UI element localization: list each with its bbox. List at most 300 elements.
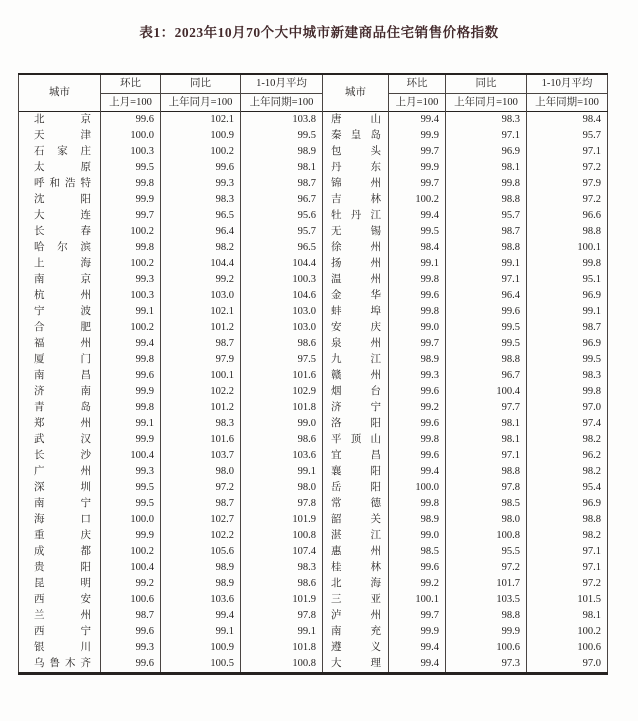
value-cell: 99.9: [389, 128, 446, 144]
city-name: 徐州: [331, 242, 381, 253]
value-cell: 100.9: [161, 128, 241, 144]
city-name: 太原: [34, 162, 91, 173]
value-cell: 98.2: [161, 240, 241, 256]
city-cell: [323, 320, 389, 336]
city-name: 赣州: [331, 370, 381, 381]
city-name: 南充: [331, 626, 381, 637]
value-cell: 99.1: [389, 256, 446, 272]
value-cell: 101.6: [161, 432, 241, 448]
city-name: 唐山: [331, 114, 381, 125]
value-cell: 96.7: [446, 368, 527, 384]
value-cell: 99.1: [101, 304, 161, 320]
value-cell: 99.5: [527, 352, 608, 368]
value-cell: 96.4: [161, 224, 241, 240]
value-cell: 104.4: [161, 256, 241, 272]
value-cell: 103.7: [161, 448, 241, 464]
value-cell: 99.8: [446, 176, 527, 192]
table-row: [19, 112, 608, 129]
city-name: 济南: [34, 386, 91, 397]
table-header: [19, 74, 608, 112]
value-cell: 98.0: [241, 480, 323, 496]
col-subheader-avg-base-left: 上年同期=100: [241, 93, 323, 112]
city-name: 南宁: [34, 498, 91, 509]
value-cell: 99.6: [389, 288, 446, 304]
value-cell: 99.3: [101, 640, 161, 656]
table-row: [19, 416, 608, 432]
table-body: [19, 112, 608, 674]
value-cell: 96.9: [527, 288, 608, 304]
value-cell: 98.3: [241, 560, 323, 576]
city-name: 成都: [34, 546, 91, 557]
value-cell: 103.0: [161, 288, 241, 304]
table-row: [19, 560, 608, 576]
city-name: 九江: [331, 354, 381, 365]
value-cell: 99.6: [389, 560, 446, 576]
value-cell: 99.6: [101, 112, 161, 129]
table-row: [19, 528, 608, 544]
city-name: 广州: [34, 466, 91, 477]
city-cell: [19, 336, 101, 352]
value-cell: 99.4: [389, 464, 446, 480]
city-cell: [19, 368, 101, 384]
value-cell: 99.6: [389, 384, 446, 400]
value-cell: 99.9: [389, 624, 446, 640]
value-cell: 99.7: [101, 208, 161, 224]
city-name: 泉州: [331, 338, 381, 349]
value-cell: 98.5: [446, 496, 527, 512]
value-cell: 99.9: [389, 160, 446, 176]
value-cell: 102.2: [161, 528, 241, 544]
city-name: 蚌埠: [331, 306, 381, 317]
city-cell: [19, 464, 101, 480]
city-name: 丹东: [331, 162, 381, 173]
value-cell: 99.6: [101, 368, 161, 384]
city-cell: [323, 400, 389, 416]
value-cell: 98.0: [161, 464, 241, 480]
value-cell: 98.5: [389, 544, 446, 560]
table-row: [19, 272, 608, 288]
value-cell: 100.4: [101, 448, 161, 464]
value-cell: 98.4: [527, 112, 608, 129]
table-row: [19, 592, 608, 608]
city-cell: [323, 544, 389, 560]
value-cell: 101.6: [241, 368, 323, 384]
value-cell: 100.3: [101, 144, 161, 160]
value-cell: 99.8: [101, 176, 161, 192]
table-row: [19, 640, 608, 656]
value-cell: 98.7: [101, 608, 161, 624]
city-name: 常德: [331, 498, 381, 509]
value-cell: 99.9: [101, 432, 161, 448]
value-cell: 103.8: [241, 112, 323, 129]
value-cell: 98.9: [161, 560, 241, 576]
value-cell: 99.2: [389, 400, 446, 416]
value-cell: 99.5: [101, 496, 161, 512]
col-subheader-mom-base-right: 上月=100: [389, 93, 446, 112]
value-cell: 99.4: [389, 112, 446, 129]
city-cell: [19, 560, 101, 576]
value-cell: 99.8: [527, 384, 608, 400]
value-cell: 100.8: [241, 656, 323, 674]
value-cell: 99.8: [101, 240, 161, 256]
city-cell: [19, 304, 101, 320]
value-cell: 98.9: [161, 576, 241, 592]
value-cell: 100.2: [527, 624, 608, 640]
city-cell: [323, 160, 389, 176]
city-cell: [19, 608, 101, 624]
city-name: 烟台: [331, 386, 381, 397]
city-name: 重庆: [34, 530, 91, 541]
value-cell: 98.3: [446, 112, 527, 129]
city-name: 无锡: [331, 226, 381, 237]
table-row: [19, 224, 608, 240]
city-name: 合肥: [34, 322, 91, 333]
city-cell: [19, 576, 101, 592]
value-cell: 96.9: [527, 496, 608, 512]
value-cell: 99.8: [527, 256, 608, 272]
city-name: 扬州: [331, 258, 381, 269]
city-name: 兰州: [34, 610, 91, 621]
city-name: 惠州: [331, 546, 381, 557]
city-name: 上海: [34, 258, 91, 269]
value-cell: 97.8: [241, 496, 323, 512]
value-cell: 98.8: [446, 352, 527, 368]
value-cell: 98.1: [446, 160, 527, 176]
value-cell: 98.2: [527, 464, 608, 480]
city-name: 北海: [331, 578, 381, 589]
value-cell: 99.7: [389, 144, 446, 160]
value-cell: 97.7: [446, 400, 527, 416]
value-cell: 97.3: [446, 656, 527, 674]
value-cell: 100.5: [161, 656, 241, 674]
table-row: [19, 608, 608, 624]
city-cell: [323, 432, 389, 448]
city-cell: [19, 416, 101, 432]
city-cell: [323, 528, 389, 544]
value-cell: 100.2: [101, 320, 161, 336]
value-cell: 99.0: [389, 528, 446, 544]
value-cell: 98.3: [527, 368, 608, 384]
city-name: 洛阳: [331, 418, 381, 429]
value-cell: 100.3: [101, 288, 161, 304]
table-row: [19, 160, 608, 176]
city-name: 沈阳: [34, 194, 91, 205]
value-cell: 99.6: [389, 448, 446, 464]
city-cell: [19, 128, 101, 144]
city-name: 桂林: [331, 562, 381, 573]
value-cell: 96.2: [527, 448, 608, 464]
city-cell: [323, 576, 389, 592]
table-row: [19, 480, 608, 496]
value-cell: 107.4: [241, 544, 323, 560]
table-row: [19, 304, 608, 320]
table-row: [19, 192, 608, 208]
city-name: 温州: [331, 274, 381, 285]
city-cell: [19, 544, 101, 560]
value-cell: 98.7: [446, 224, 527, 240]
value-cell: 99.5: [446, 336, 527, 352]
city-name: 郑州: [34, 418, 91, 429]
city-cell: [19, 176, 101, 192]
value-cell: 98.7: [241, 176, 323, 192]
value-cell: 98.0: [446, 512, 527, 528]
value-cell: 99.9: [101, 528, 161, 544]
value-cell: 95.7: [446, 208, 527, 224]
city-cell: [323, 608, 389, 624]
value-cell: 97.1: [527, 544, 608, 560]
value-cell: 99.4: [389, 640, 446, 656]
city-cell: [323, 256, 389, 272]
value-cell: 96.7: [241, 192, 323, 208]
value-cell: 98.3: [161, 416, 241, 432]
city-cell: [19, 624, 101, 640]
city-cell: [19, 656, 101, 674]
value-cell: 100.6: [446, 640, 527, 656]
value-cell: 103.5: [446, 592, 527, 608]
col-header-avg-right: 1-10月平均: [527, 74, 608, 93]
value-cell: 98.9: [389, 512, 446, 528]
value-cell: 97.1: [446, 128, 527, 144]
value-cell: 101.2: [161, 320, 241, 336]
city-cell: [323, 128, 389, 144]
city-cell: [323, 272, 389, 288]
value-cell: 100.2: [161, 144, 241, 160]
city-cell: [323, 336, 389, 352]
value-cell: 97.2: [446, 560, 527, 576]
city-name: 安庆: [331, 322, 381, 333]
header-row-top: [19, 74, 608, 93]
value-cell: 97.0: [527, 656, 608, 674]
city-cell: [19, 480, 101, 496]
table-row: [19, 368, 608, 384]
city-cell: [323, 496, 389, 512]
table-row: [19, 352, 608, 368]
city-cell: [323, 144, 389, 160]
city-name: 包头: [331, 146, 381, 157]
value-cell: 96.5: [161, 208, 241, 224]
value-cell: 104.6: [241, 288, 323, 304]
value-cell: 98.2: [527, 432, 608, 448]
city-name: 大理: [331, 658, 381, 669]
value-cell: 97.2: [527, 160, 608, 176]
city-name: 西安: [34, 594, 91, 605]
value-cell: 98.9: [389, 352, 446, 368]
value-cell: 102.7: [161, 512, 241, 528]
city-cell: [19, 592, 101, 608]
col-header-mom-right: 环比: [389, 74, 446, 93]
value-cell: 99.3: [101, 464, 161, 480]
value-cell: 98.1: [446, 416, 527, 432]
value-cell: 99.9: [101, 384, 161, 400]
value-cell: 98.2: [527, 528, 608, 544]
value-cell: 105.6: [161, 544, 241, 560]
value-cell: 101.8: [241, 400, 323, 416]
city-cell: [19, 496, 101, 512]
city-cell: [323, 384, 389, 400]
value-cell: 98.6: [241, 576, 323, 592]
table-row: [19, 288, 608, 304]
city-name: 泸州: [331, 610, 381, 621]
value-cell: 98.8: [527, 224, 608, 240]
col-header-city-right: 城市: [323, 74, 389, 112]
value-cell: 101.7: [446, 576, 527, 592]
col-header-avg-left: 1-10月平均: [241, 74, 323, 93]
city-cell: [19, 288, 101, 304]
value-cell: 98.7: [161, 336, 241, 352]
city-name: 乌鲁木齐: [34, 658, 91, 669]
value-cell: 100.6: [101, 592, 161, 608]
value-cell: 101.2: [161, 400, 241, 416]
city-name: 宜昌: [331, 450, 381, 461]
table-row: [19, 256, 608, 272]
value-cell: 100.0: [101, 128, 161, 144]
table-row: [19, 240, 608, 256]
value-cell: 98.8: [527, 512, 608, 528]
city-name: 长春: [34, 226, 91, 237]
city-name: 哈尔滨: [34, 242, 91, 253]
city-cell: [323, 352, 389, 368]
city-cell: [19, 400, 101, 416]
value-cell: 100.2: [101, 256, 161, 272]
value-cell: 98.1: [241, 160, 323, 176]
city-name: 湛江: [331, 530, 381, 541]
table-row: [19, 128, 608, 144]
value-cell: 100.2: [101, 544, 161, 560]
table-row: [19, 176, 608, 192]
city-cell: [19, 240, 101, 256]
city-name: 青岛: [34, 402, 91, 413]
value-cell: 96.9: [446, 144, 527, 160]
city-name: 北京: [34, 114, 91, 125]
value-cell: 98.9: [241, 144, 323, 160]
value-cell: 100.1: [161, 368, 241, 384]
value-cell: 99.5: [389, 224, 446, 240]
city-name: 锦州: [331, 178, 381, 189]
table-row: [19, 320, 608, 336]
city-name: 石家庄: [34, 146, 91, 157]
value-cell: 95.1: [527, 272, 608, 288]
value-cell: 97.9: [527, 176, 608, 192]
city-cell: [19, 512, 101, 528]
value-cell: 97.2: [527, 576, 608, 592]
table-row: [19, 400, 608, 416]
value-cell: 97.9: [161, 352, 241, 368]
value-cell: 98.8: [446, 608, 527, 624]
city-cell: [323, 288, 389, 304]
value-cell: 96.6: [527, 208, 608, 224]
city-name: 三亚: [331, 594, 381, 605]
table-row: [19, 576, 608, 592]
city-name: 武汉: [34, 434, 91, 445]
city-name: 西宁: [34, 626, 91, 637]
value-cell: 99.6: [446, 304, 527, 320]
col-header-city-left: 城市: [19, 74, 101, 112]
value-cell: 97.1: [527, 560, 608, 576]
city-name: 长沙: [34, 450, 91, 461]
value-cell: 100.4: [446, 384, 527, 400]
city-cell: [19, 432, 101, 448]
table-row: [19, 512, 608, 528]
table-row: [19, 336, 608, 352]
value-cell: 97.1: [446, 448, 527, 464]
city-name: 金华: [331, 290, 381, 301]
city-name: 杭州: [34, 290, 91, 301]
value-cell: 100.2: [101, 224, 161, 240]
table-row: [19, 448, 608, 464]
value-cell: 99.9: [446, 624, 527, 640]
value-cell: 104.4: [241, 256, 323, 272]
value-cell: 101.9: [241, 592, 323, 608]
city-cell: [19, 448, 101, 464]
city-name: 岳阳: [331, 482, 381, 493]
city-cell: [19, 640, 101, 656]
value-cell: 98.8: [446, 240, 527, 256]
value-cell: 99.6: [101, 656, 161, 674]
city-name: 天津: [34, 130, 91, 141]
value-cell: 99.8: [101, 400, 161, 416]
value-cell: 99.5: [446, 320, 527, 336]
value-cell: 99.6: [101, 624, 161, 640]
city-cell: [323, 176, 389, 192]
value-cell: 103.6: [161, 592, 241, 608]
city-name: 福州: [34, 338, 91, 349]
value-cell: 99.8: [389, 432, 446, 448]
value-cell: 100.2: [389, 192, 446, 208]
value-cell: 99.3: [161, 176, 241, 192]
value-cell: 97.1: [527, 144, 608, 160]
city-cell: [19, 384, 101, 400]
value-cell: 96.9: [527, 336, 608, 352]
city-name: 昆明: [34, 578, 91, 589]
value-cell: 100.0: [101, 512, 161, 528]
city-name: 吉林: [331, 194, 381, 205]
table-row: [19, 432, 608, 448]
value-cell: 99.3: [389, 368, 446, 384]
table-row: [19, 144, 608, 160]
city-cell: [323, 560, 389, 576]
value-cell: 97.4: [527, 416, 608, 432]
city-cell: [19, 320, 101, 336]
value-cell: 99.3: [101, 272, 161, 288]
value-cell: 95.6: [241, 208, 323, 224]
city-cell: [323, 304, 389, 320]
city-name: 贵阳: [34, 562, 91, 573]
value-cell: 101.5: [527, 592, 608, 608]
value-cell: 99.4: [389, 656, 446, 674]
value-cell: 101.8: [241, 640, 323, 656]
value-cell: 99.0: [241, 416, 323, 432]
value-cell: 98.6: [241, 336, 323, 352]
value-cell: 103.0: [241, 304, 323, 320]
value-cell: 99.1: [446, 256, 527, 272]
value-cell: 98.4: [389, 240, 446, 256]
value-cell: 97.1: [446, 272, 527, 288]
value-cell: 98.1: [446, 432, 527, 448]
city-cell: [19, 144, 101, 160]
value-cell: 99.4: [101, 336, 161, 352]
value-cell: 97.8: [446, 480, 527, 496]
city-name: 厦门: [34, 354, 91, 365]
city-cell: [323, 448, 389, 464]
col-header-yoy-left: 同比: [161, 74, 241, 93]
value-cell: 99.8: [389, 496, 446, 512]
city-cell: [323, 592, 389, 608]
city-name: 海口: [34, 514, 91, 525]
city-name: 银川: [34, 642, 91, 653]
city-name: 牡丹江: [331, 210, 381, 221]
value-cell: 99.4: [161, 608, 241, 624]
value-cell: 97.8: [241, 608, 323, 624]
